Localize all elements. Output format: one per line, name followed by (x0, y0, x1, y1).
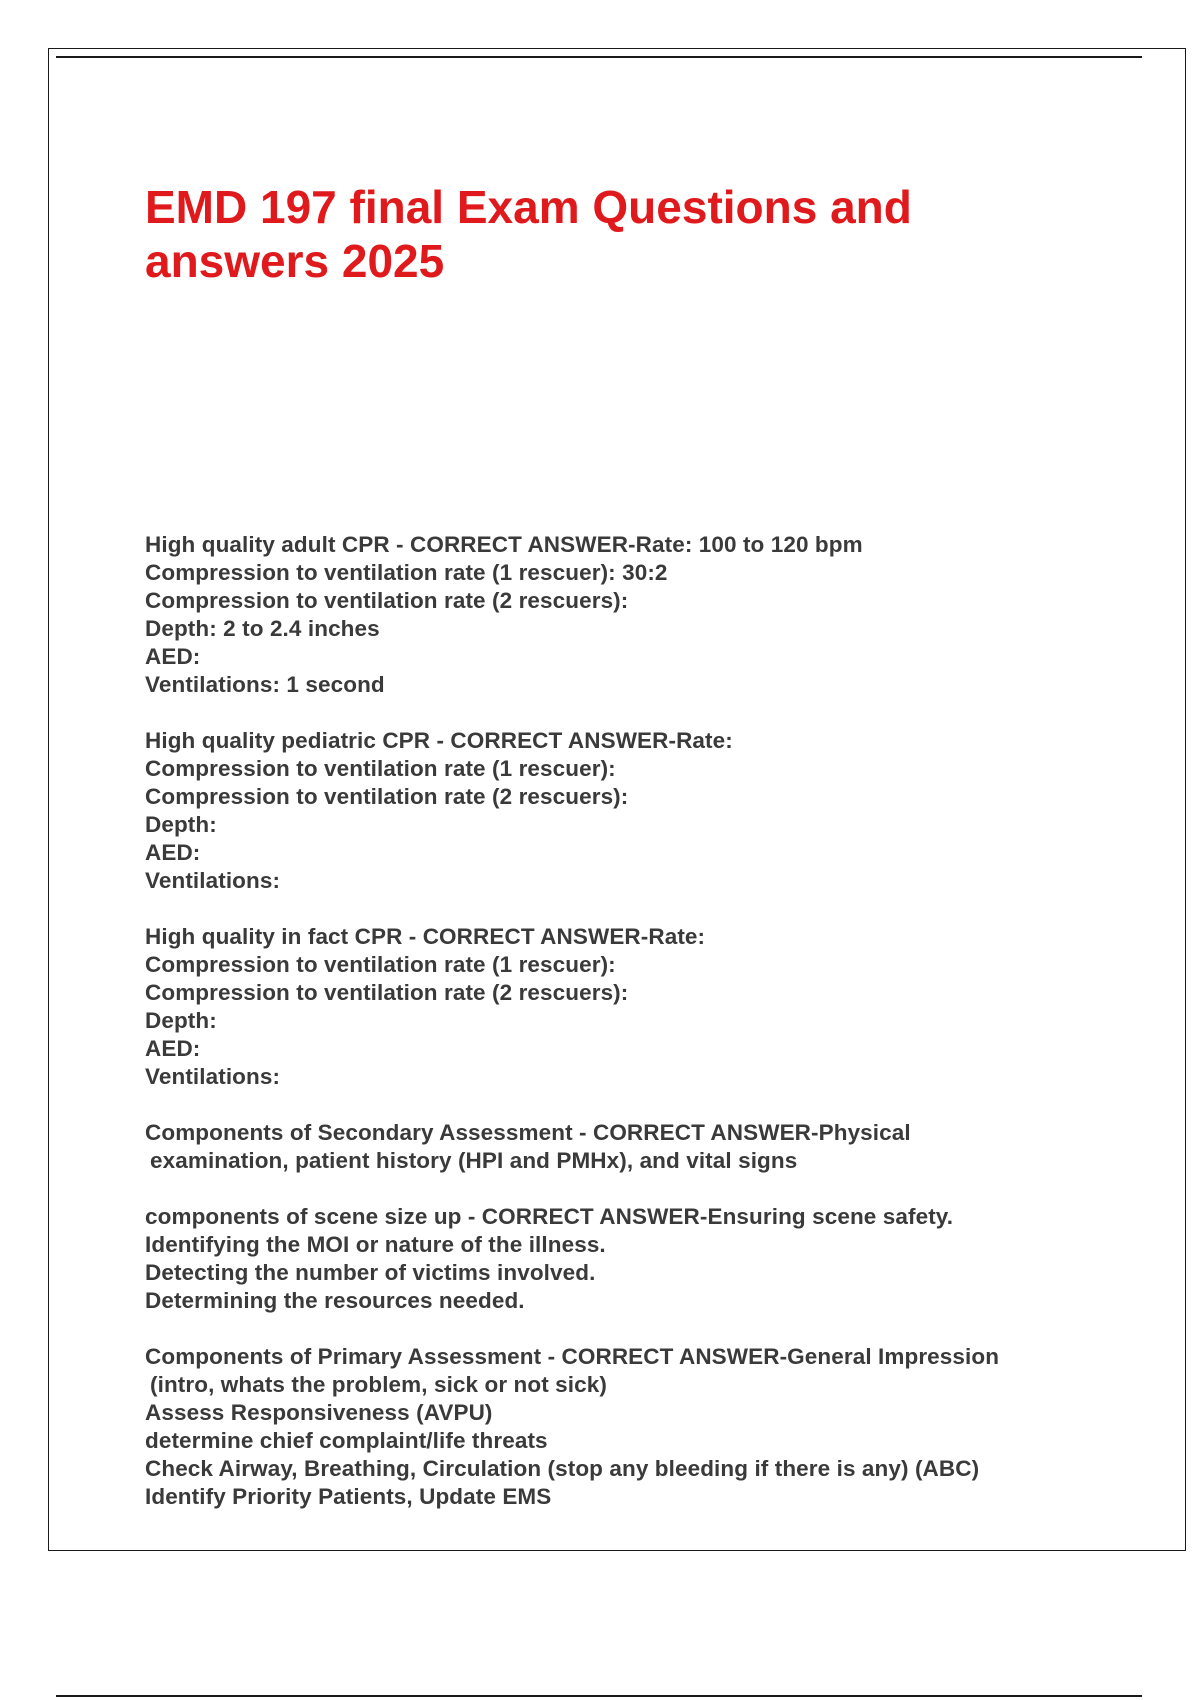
qa-block-scene-size-up (145, 1203, 1105, 1315)
qa-answer-line: Compression to ventilation rate (2 rescuers): (145, 784, 629, 809)
qa-answer-line: Depth: 2 to 2.4 inches (145, 616, 380, 641)
qa-answer-line: Depth: (145, 812, 217, 837)
qa-block-secondary-assessment (145, 1119, 1105, 1175)
qa-question-line: High quality pediatric CPR - CORRECT ANSWER-Rate: (145, 728, 733, 753)
qa-question-line: Components of Secondary Assessment - CORRECT ANSWER-Physical (145, 1120, 911, 1145)
qa-question-line: Components of Primary Assessment - CORRECT ANSWER-General Impression (145, 1344, 1000, 1369)
qa-answer-line: AED: (145, 644, 201, 669)
qa-answer-line: Identify Priority Patients, Update EMS (145, 1484, 552, 1509)
qa-answer-line: Compression to ventilation rate (2 rescuers): (145, 588, 629, 613)
qa-block-infant-cpr (145, 923, 1105, 1091)
qa-question-line: High quality adult CPR - CORRECT ANSWER-Rate: 100 to 120 bpm (145, 532, 863, 557)
qa-answer-line: Ventilations: 1 second (145, 672, 385, 697)
qa-question-line: components of scene size up - CORRECT ANSWER-Ensuring scene safety. (145, 1204, 954, 1229)
qa-answer-line: determine chief complaint/life threats (145, 1428, 548, 1453)
qa-answer-line: (intro, whats the problem, sick or not sick) (150, 1372, 607, 1397)
bottom-rule (56, 1695, 1142, 1697)
qa-answer-line: Compression to ventilation rate (1 rescuer): (145, 952, 616, 977)
qa-question-line: High quality in fact CPR - CORRECT ANSWER-Rate: (145, 924, 706, 949)
qa-block-pediatric-cpr (145, 727, 1105, 895)
qa-answer-line: Determining the resources needed. (145, 1288, 525, 1313)
qa-block-primary-assessment (145, 1343, 1105, 1511)
qa-answer-line: examination, patient history (HPI and PMHx), and vital signs (150, 1148, 798, 1173)
qa-answer-line: Assess Responsiveness (AVPU) (145, 1400, 493, 1425)
qa-answer-line: AED: (145, 1036, 201, 1061)
qa-answer-line: AED: (145, 840, 201, 865)
qa-answer-line: Compression to ventilation rate (2 rescuers): (145, 980, 629, 1005)
document-title: EMD 197 final Exam Questions and answers 2025 (145, 181, 912, 287)
qa-answer-line: Ventilations: (145, 868, 281, 893)
qa-answer-line: Ventilations: (145, 1064, 281, 1089)
qa-answer-line: Compression to ventilation rate (1 rescuer): (145, 756, 616, 781)
qa-answer-line: Check Airway, Breathing, Circulation (stop any bleeding if there is any) (ABC) (145, 1456, 980, 1481)
qa-block-adult-cpr (145, 531, 1105, 699)
qa-answer-line: Depth: (145, 1008, 217, 1033)
qa-answer-line: Detecting the number of victims involved. (145, 1260, 596, 1285)
qa-list (145, 531, 1105, 1539)
qa-answer-line: Compression to ventilation rate (1 rescuer): 30:2 (145, 560, 668, 585)
qa-answer-line: Identifying the MOI or nature of the illness. (145, 1232, 606, 1257)
